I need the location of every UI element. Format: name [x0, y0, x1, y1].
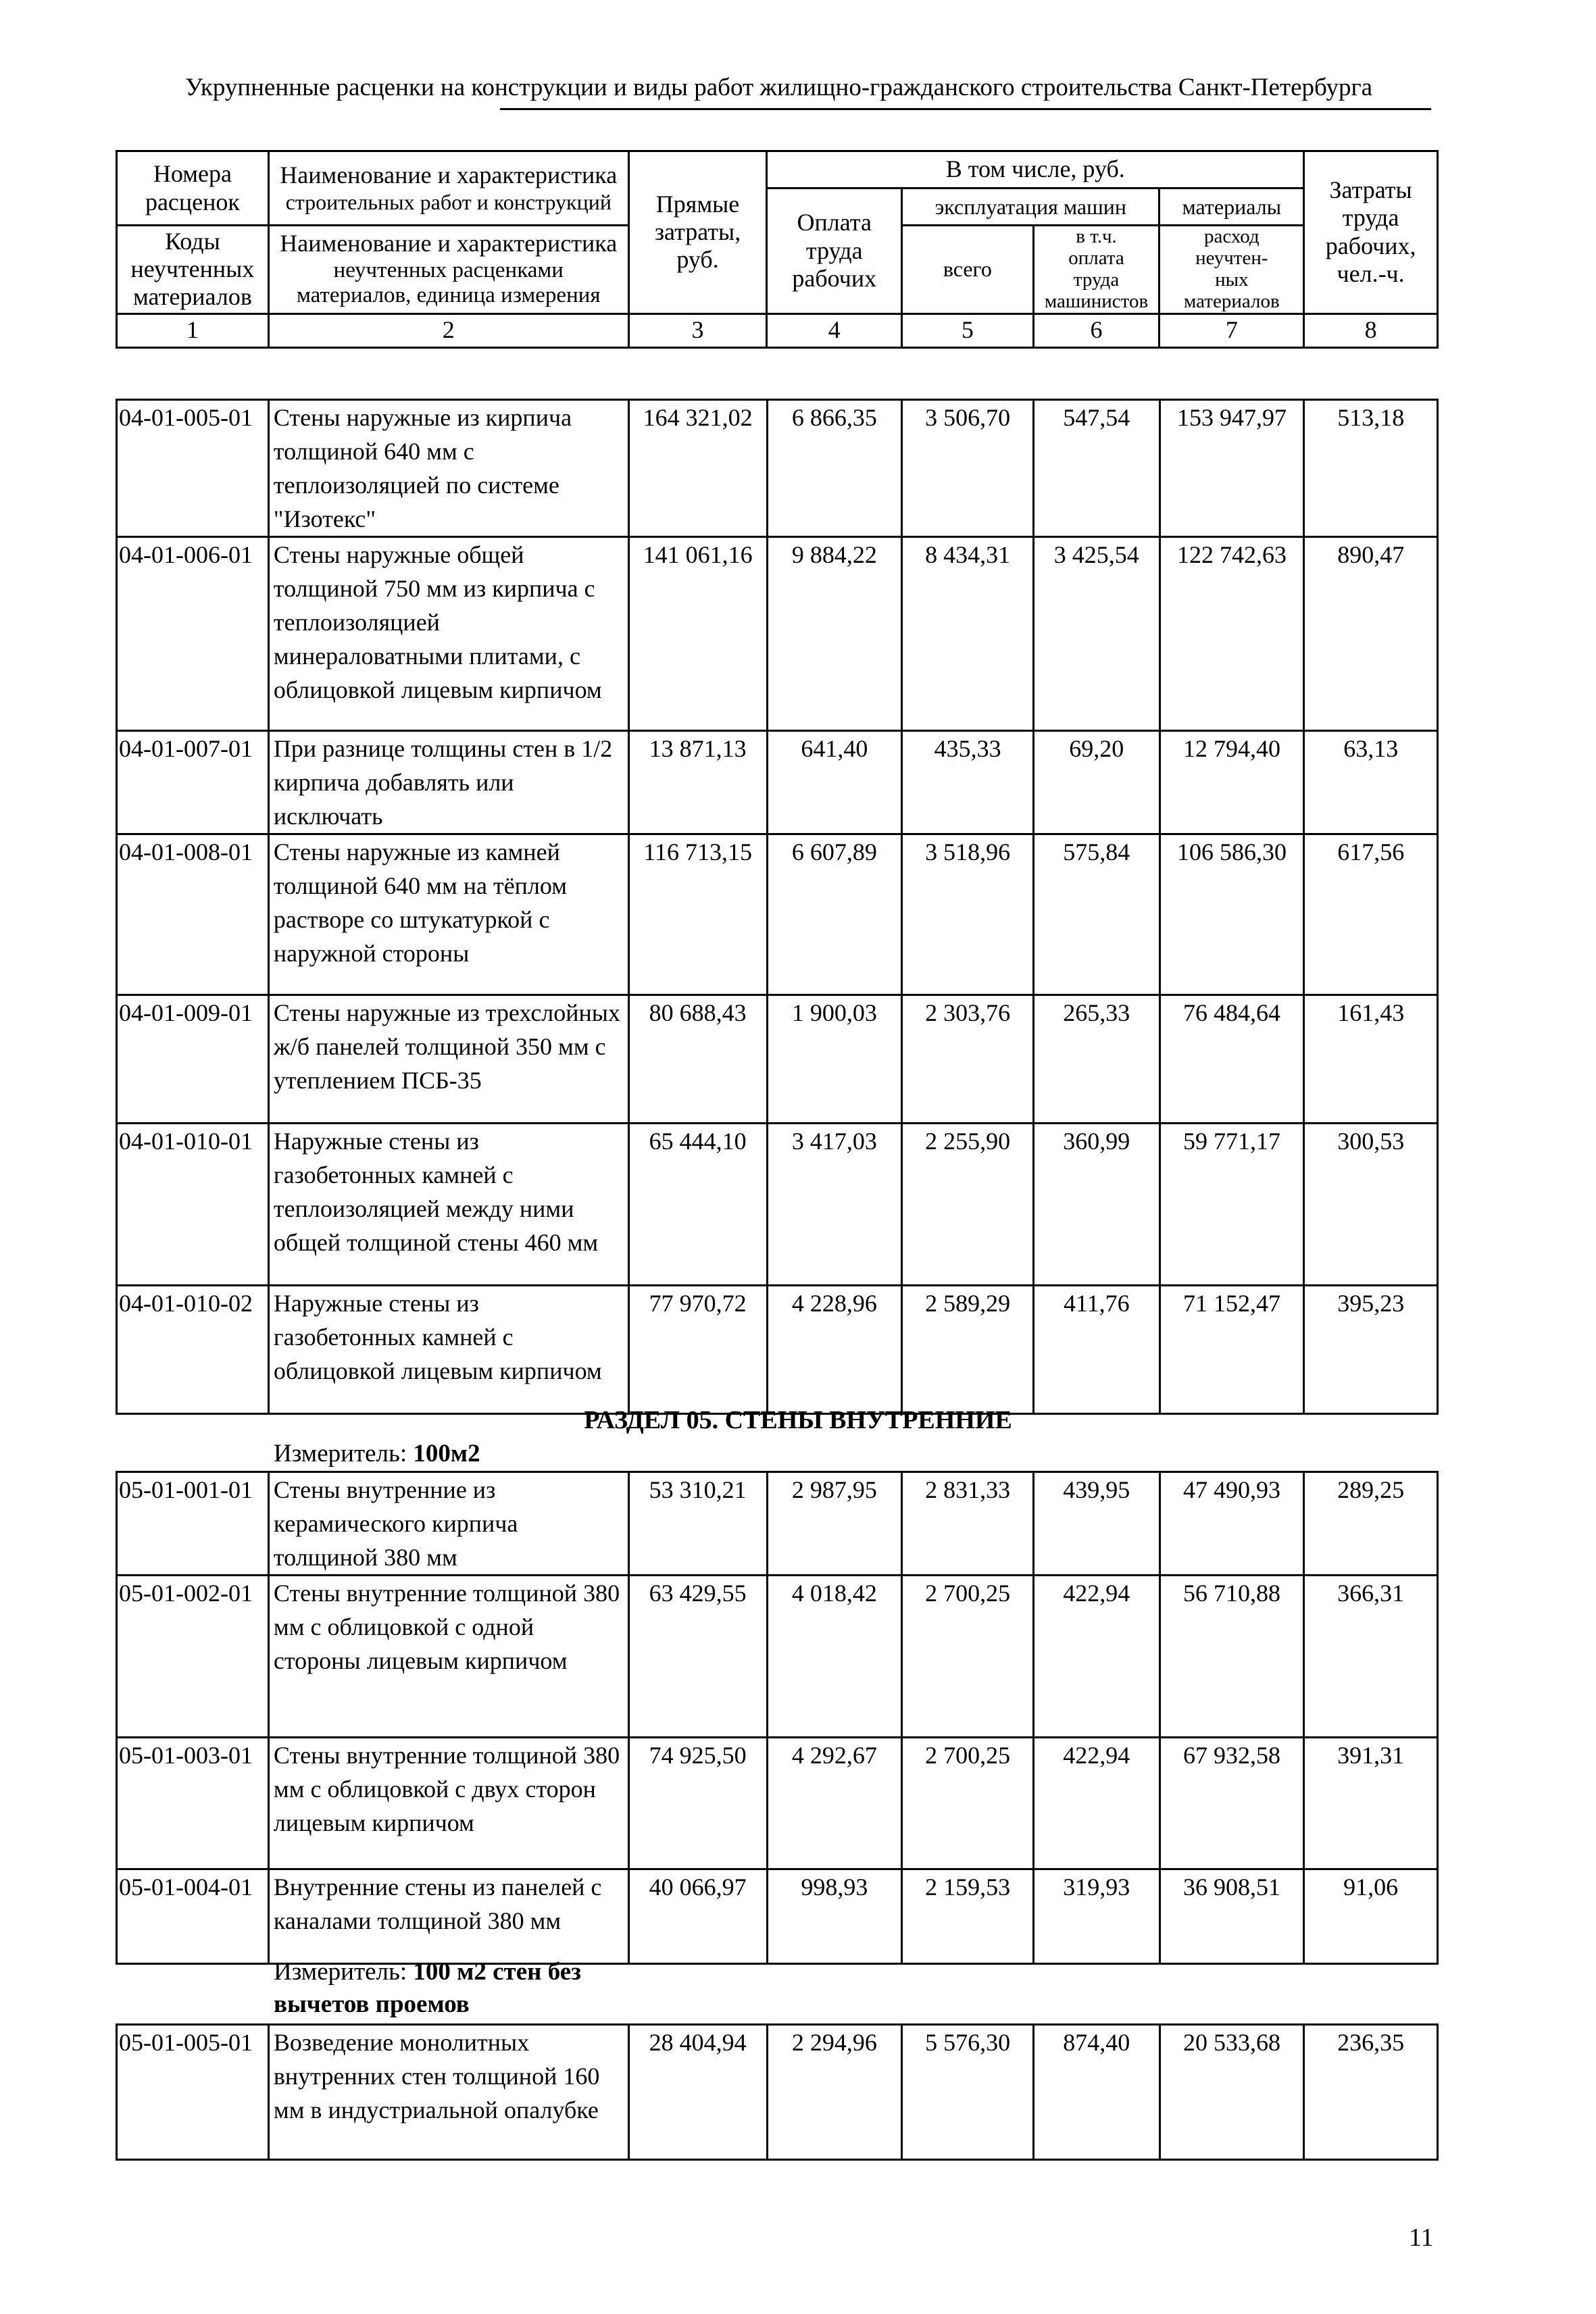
rate-code: 05-01-004-01	[117, 1869, 269, 1964]
materials-cost: 71 152,47	[1159, 1286, 1304, 1414]
machines-cost: 2 589,29	[902, 1286, 1034, 1414]
machinists-cost: 360,99	[1033, 1124, 1159, 1286]
table-row	[117, 1472, 1438, 1576]
table-row	[117, 1738, 1438, 1869]
direct-cost: 74 925,50	[628, 1738, 767, 1869]
rates-table-section-05	[116, 1471, 1439, 1965]
direct-cost: 116 713,15	[628, 834, 767, 995]
rate-code: 04-01-007-01	[117, 731, 269, 834]
col-number: 4	[767, 313, 902, 347]
materials-cost: 59 771,17	[1159, 1124, 1304, 1286]
machines-cost: 2 255,90	[902, 1124, 1034, 1286]
direct-cost: 40 066,97	[628, 1869, 767, 1964]
machines-cost: 3 506,70	[902, 400, 1034, 537]
table-row	[117, 400, 1438, 537]
materials-cost: 67 932,58	[1159, 1738, 1304, 1869]
machinists-cost: 422,94	[1033, 1738, 1159, 1869]
machines-cost: 2 831,33	[902, 1472, 1034, 1576]
rates-table-monolithic	[116, 2023, 1439, 2161]
labor-cost: 2 294,96	[767, 2025, 902, 2160]
rate-code: 05-01-002-01	[117, 1576, 269, 1738]
direct-cost: 53 310,21	[628, 1472, 767, 1576]
machines-cost: 2 700,25	[902, 1576, 1034, 1738]
table-row	[117, 537, 1438, 731]
col4-header: Оплата труда рабочих	[767, 188, 902, 314]
rate-name: Стены наружные из трехслойных ж/б панелей толщиной 350 мм с утеплением ПСБ-35	[268, 995, 628, 1124]
direct-cost: 63 429,55	[628, 1576, 767, 1738]
labor-hours: 63,13	[1304, 731, 1438, 834]
table-row	[117, 731, 1438, 834]
labor-hours: 617,56	[1304, 834, 1438, 995]
labor-hours: 91,06	[1304, 1869, 1438, 1964]
materials-cost: 76 484,64	[1159, 995, 1304, 1124]
col3-header: Прямые затраты, руб.	[628, 151, 767, 314]
direct-cost: 65 444,10	[628, 1124, 767, 1286]
col-number: 1	[117, 313, 269, 347]
machinists-cost: 319,93	[1033, 1869, 1159, 1964]
table-row	[117, 1869, 1438, 1964]
col-number: 6	[1033, 313, 1159, 347]
materials-cost: 12 794,40	[1159, 731, 1304, 834]
direct-cost: 28 404,94	[628, 2025, 767, 2160]
direct-cost: 13 871,13	[628, 731, 767, 834]
machines-cost: 435,33	[902, 731, 1034, 834]
col-number: 3	[628, 313, 767, 347]
labor-hours: 391,31	[1304, 1738, 1438, 1869]
direct-cost: 77 970,72	[628, 1286, 767, 1414]
rate-code: 04-01-005-01	[117, 400, 269, 537]
rate-code: 05-01-001-01	[117, 1472, 269, 1576]
page-number: 11	[1409, 2223, 1434, 2252]
materials-cost: 122 742,63	[1159, 537, 1304, 731]
meter-label-2: Измеритель: 100 м2 стен без вычетов проемов	[274, 1958, 582, 2018]
machines-header: эксплуатация машин	[902, 188, 1159, 226]
rate-code: 05-01-003-01	[117, 1738, 269, 1869]
materials-header: материалы	[1159, 188, 1304, 226]
materials-cost: 106 586,30	[1159, 834, 1304, 995]
table-row	[117, 1576, 1438, 1738]
col1-header-top: Номера расценок	[117, 151, 269, 226]
materials-cost: 36 908,51	[1159, 1869, 1304, 1964]
rate-code: 04-01-008-01	[117, 834, 269, 995]
machinists-cost: 422,94	[1033, 1576, 1159, 1738]
labor-hours: 300,53	[1304, 1124, 1438, 1286]
rate-name: Наружные стены из газобетонных камней с облицовкой лицевым кирпичом	[268, 1286, 628, 1414]
rate-name: Стены наружные из камней толщиной 640 мм на тёплом растворе со штукатуркой с наружной стороны	[268, 834, 628, 995]
col8-header: Затраты труда рабочих, чел.-ч.	[1304, 151, 1438, 314]
rate-code: 04-01-006-01	[117, 537, 269, 731]
labor-hours: 289,25	[1304, 1472, 1438, 1576]
labor-hours: 161,43	[1304, 995, 1438, 1124]
table-row	[117, 1124, 1438, 1286]
machinists-cost: 3 425,54	[1033, 537, 1159, 731]
rates-table-section-04	[116, 399, 1439, 1415]
col-number: 8	[1304, 313, 1438, 347]
col-number: 5	[902, 313, 1034, 347]
rate-name: Стены внутренние толщиной 380 мм с облицовкой с одной стороны лицевым кирпичом	[268, 1576, 628, 1738]
column-header-table	[116, 150, 1439, 349]
table-row	[117, 1286, 1438, 1414]
materials-cost: 153 947,97	[1159, 400, 1304, 537]
materials-cost: 47 490,93	[1159, 1472, 1304, 1576]
direct-cost: 80 688,43	[628, 995, 767, 1124]
machinists-cost: 69,20	[1033, 731, 1159, 834]
rate-name: Стены внутренние толщиной 380 мм с облицовкой с двух сторон лицевым кирпичом	[268, 1738, 628, 1869]
labor-cost: 9 884,22	[767, 537, 902, 731]
table-row	[117, 995, 1438, 1124]
col2-header-bottom: Наименование и характеристика неучтенных расценками материалов, единица измерения	[268, 226, 628, 314]
table-row	[117, 834, 1438, 995]
machines-cost: 8 434,31	[902, 537, 1034, 731]
labor-hours: 513,18	[1304, 400, 1438, 537]
labor-hours: 236,35	[1304, 2025, 1438, 2160]
col7-header: расход неучтен- ных материалов	[1159, 226, 1304, 314]
rate-name: Стены внутренние из керамического кирпича толщиной 380 мм	[268, 1472, 628, 1576]
machines-cost: 5 576,30	[902, 2025, 1034, 2160]
labor-hours: 395,23	[1304, 1286, 1438, 1414]
col2-header-top: Наименование и характеристика строительных работ и конструкций	[268, 151, 628, 226]
machines-cost: 2 700,25	[902, 1738, 1034, 1869]
table-row	[117, 2025, 1438, 2160]
rate-name: Стены наружные общей толщиной 750 мм из кирпича с теплоизоляцией минераловатными плитами, с облицовкой лицевым кирпичом	[268, 537, 628, 731]
header-rule	[500, 108, 1431, 110]
labor-cost: 998,93	[767, 1869, 902, 1964]
labor-cost: 6 866,35	[767, 400, 902, 537]
meter-label-1: Измеритель: 100м2	[274, 1440, 480, 1467]
col1-header-bottom: Коды неучтенных материалов	[117, 226, 269, 314]
labor-cost: 3 417,03	[767, 1124, 902, 1286]
rate-code: 05-01-005-01	[117, 2025, 269, 2160]
section-title: РАЗДЕЛ 05. СТЕНЫ ВНУТРЕННИЕ	[584, 1406, 1012, 1434]
labor-cost: 4 018,42	[767, 1576, 902, 1738]
labor-hours: 890,47	[1304, 537, 1438, 731]
labor-cost: 6 607,89	[767, 834, 902, 995]
page-header: Укрупненные расценки на конструкции и виды работ жилищно-гражданского строительства Санкт-Петербурга	[184, 74, 1373, 101]
materials-cost: 56 710,88	[1159, 1576, 1304, 1738]
col-number: 7	[1159, 313, 1304, 347]
direct-cost: 141 061,16	[628, 537, 767, 731]
materials-cost: 20 533,68	[1159, 2025, 1304, 2160]
rate-code: 04-01-009-01	[117, 995, 269, 1124]
labor-cost: 2 987,95	[767, 1472, 902, 1576]
rate-name: Возведение монолитных внутренних стен толщиной 160 мм в индустриальной опалубке	[268, 2025, 628, 2160]
machinists-cost: 411,76	[1033, 1286, 1159, 1414]
rate-code: 04-01-010-01	[117, 1124, 269, 1286]
machines-cost: 2 303,76	[902, 995, 1034, 1124]
col5-header: всего	[902, 226, 1034, 314]
labor-hours: 366,31	[1304, 1576, 1438, 1738]
labor-cost: 4 292,67	[767, 1738, 902, 1869]
rate-name: Внутренние стены из панелей с каналами толщиной 380 мм	[268, 1869, 628, 1964]
col-number: 2	[268, 313, 628, 347]
labor-cost: 4 228,96	[767, 1286, 902, 1414]
machinists-cost: 874,40	[1033, 2025, 1159, 2160]
rate-code: 04-01-010-02	[117, 1286, 269, 1414]
machinists-cost: 547,54	[1033, 400, 1159, 537]
machines-cost: 3 518,96	[902, 834, 1034, 995]
group-header: В том числе, руб.	[767, 151, 1304, 188]
machines-cost: 2 159,53	[902, 1869, 1034, 1964]
rate-name: При разнице толщины стен в 1/2 кирпича добавлять или исключать	[268, 731, 628, 834]
rate-name: Стены наружные из кирпича толщиной 640 мм с теплоизоляцией по системе "Изотекс"	[268, 400, 628, 537]
machinists-cost: 439,95	[1033, 1472, 1159, 1576]
col6-header: в т.ч. оплата труда машинистов	[1033, 226, 1159, 314]
labor-cost: 1 900,03	[767, 995, 902, 1124]
machinists-cost: 575,84	[1033, 834, 1159, 995]
labor-cost: 641,40	[767, 731, 902, 834]
rate-name: Наружные стены из газобетонных камней с теплоизоляцией между ними общей толщиной стены 460 мм	[268, 1124, 628, 1286]
direct-cost: 164 321,02	[628, 400, 767, 537]
machinists-cost: 265,33	[1033, 995, 1159, 1124]
